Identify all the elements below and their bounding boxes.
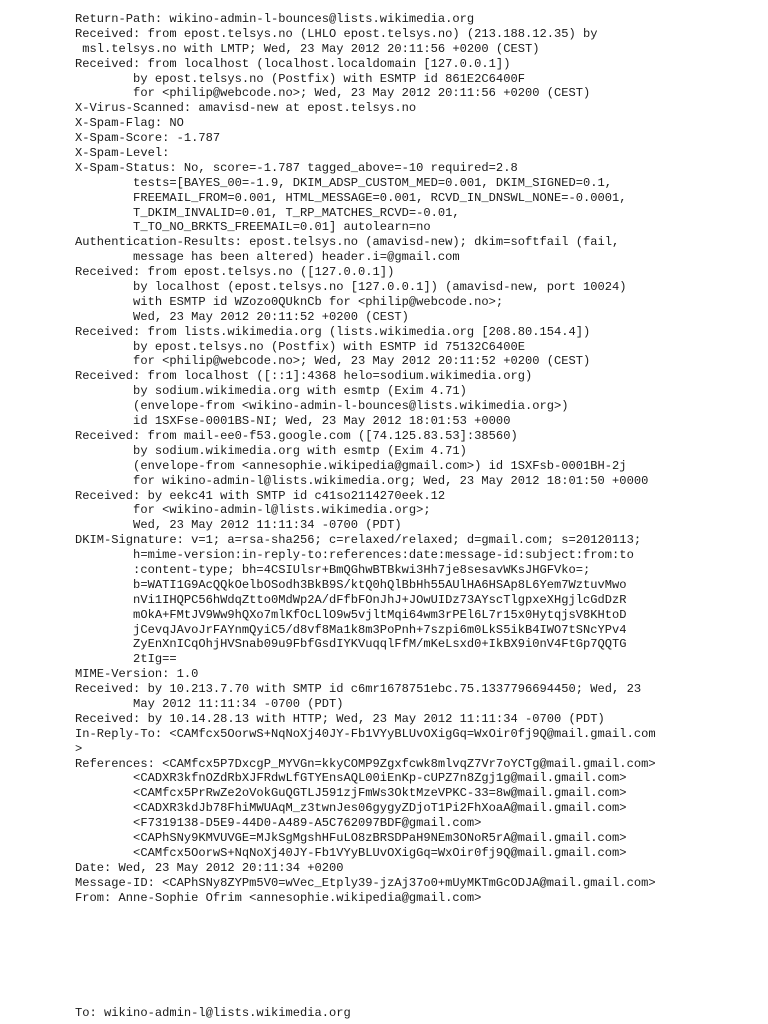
header-line: <CAMfcx5PrRwZe2oVokGuQGTLJ591zjFmWs3OktMzeVPKC-33=8w@mail.gmail.com>	[75, 786, 627, 801]
header-line: by sodium.wikimedia.org with esmtp (Exim 4.71)	[75, 384, 467, 399]
header-line: by epost.telsys.no (Postfix) with ESMTP id 861E2C6400F	[75, 71, 525, 86]
header-line: :content-type; bh=4CSIUlsr+BmQGhwBTBkwi3Hh7je8sesavWKsJHGFVko=;	[75, 562, 591, 577]
email-header-block	[75, 12, 755, 905]
to-header-line: To: wikino-admin-l@lists.wikimedia.org	[75, 1006, 351, 1020]
header-line: id 1SXFse-0001BS-NI; Wed, 23 May 2012 18:01:53 +0000	[75, 414, 511, 429]
header-line: for wikino-admin-l@lists.wikimedia.org; Wed, 23 May 2012 18:01:50 +0000	[75, 473, 649, 488]
header-line: Received: from localhost ([::1]:4368 helo=sodium.wikimedia.org)	[75, 369, 533, 384]
header-line: 2tIg==	[75, 652, 177, 667]
header-line: Received: from epost.telsys.no (LHLO epost.telsys.no) (213.188.12.35) by	[75, 26, 598, 41]
header-line: Message-ID: <CAPhSNy8ZYPm5V0=wVec_Etply39-jzAj37o0+mUyMKTmGcODJA@mail.gmail.com>	[75, 875, 656, 890]
header-line: X-Spam-Score: -1.787	[75, 131, 221, 146]
header-line: Received: by eekc41 with SMTP id c41so2114270eek.12	[75, 488, 446, 503]
header-line: May 2012 11:11:34 -0700 (PDT)	[75, 696, 344, 711]
header-line: X-Spam-Level:	[75, 146, 170, 161]
header-line: jCevqJAvoJrFAYnmQyiC5/d8vf8Ma1k8m3PoPnh+7szpi6m0LkS5ikB4IWO7tSNcYPv4	[75, 622, 627, 637]
header-line: Return-Path: wikino-admin-l-bounces@lists.wikimedia.org	[75, 12, 475, 26]
header-line: <CAPhSNy9KMVUVGE=MJkSgMgshHFuLO8zBRSDPaH9NEm3ONoR5rA@mail.gmail.com>	[75, 830, 627, 845]
header-line: <CADXR3kdJb78FhiMWUAqM_z3twnJes06gygyZDjoT1Pi2FhXoaA@mail.gmail.com>	[75, 801, 627, 816]
header-line: msl.telsys.no with LMTP; Wed, 23 May 2012 20:11:56 +0200 (CEST)	[75, 41, 540, 56]
header-line: MIME-Version: 1.0	[75, 667, 199, 682]
header-line: Received: from mail-ee0-f53.google.com ([74.125.83.53]:38560)	[75, 428, 518, 443]
header-line: h=mime-version:in-reply-to:references:date:message-id:subject:from:to	[75, 548, 634, 563]
header-line: FREEMAIL_FROM=0.001, HTML_MESSAGE=0.001, RCVD_IN_DNSWL_NONE=-0.0001,	[75, 190, 627, 205]
header-line: ZyEnXnICqOhjHVSnab09u9FbfGsdIYKVuqqlFfM/mKeLsxd0+IkBX9i0nV4FtGp7QQTG	[75, 637, 627, 652]
header-line: X-Spam-Status: No, score=-1.787 tagged_above=-10 required=2.8	[75, 160, 518, 175]
header-line: Received: from lists.wikimedia.org (lists.wikimedia.org [208.80.154.4])	[75, 324, 591, 339]
header-line: by epost.telsys.no (Postfix) with ESMTP id 75132C6400E	[75, 339, 525, 354]
header-line: In-Reply-To: <CAMfcx5OorwS+NqNoXj40JY-Fb1VYyBLUvOXigGq=WxOir0fj9Q@mail.gmail.com	[75, 726, 656, 741]
header-line: with ESMTP id WZozo0QUknCb for <philip@webcode.no>;	[75, 294, 504, 309]
header-line: X-Virus-Scanned: amavisd-new at epost.telsys.no	[75, 101, 417, 116]
header-line: Date: Wed, 23 May 2012 20:11:34 +0200	[75, 860, 344, 875]
header-line: DKIM-Signature: v=1; a=rsa-sha256; c=relaxed/relaxed; d=gmail.com; s=20120113;	[75, 533, 642, 548]
header-line: for <philip@webcode.no>; Wed, 23 May 2012 20:11:52 +0200 (CEST)	[75, 354, 591, 369]
header-line: b=WATI1G9AcQQkOelbOSodh3BkB9S/ktQ0hQlBbHh55AUlHA6HSAp8L6Yem7WztuvMwo	[75, 577, 627, 592]
header-line: Authentication-Results: epost.telsys.no (amavisd-new); dkim=softfail (fail,	[75, 235, 620, 250]
header-line: Wed, 23 May 2012 20:11:52 +0200 (CEST)	[75, 309, 409, 324]
header-line: T_TO_NO_BRKTS_FREEMAIL=0.01] autolearn=no	[75, 220, 431, 235]
header-line: by sodium.wikimedia.org with esmtp (Exim 4.71)	[75, 443, 467, 458]
header-line: References: <CAMfcx5P7DxcgP_MYVGn=kkyCOMP9Zgxfcwk8mlvqZ7Vr7oYCTg@mail.gmail.com>	[75, 756, 656, 771]
header-line: Received: from localhost (localhost.localdomain [127.0.0.1])	[75, 56, 511, 71]
header-line: >	[75, 741, 83, 756]
header-line: nVi1IHQPC56hWdqZtto0MdWp2A/dFfbFOnJhJ+JOwUIDz73AYscTlgpxeXHgjlcGdDzR	[75, 592, 627, 607]
header-line: for <philip@webcode.no>; Wed, 23 May 2012 20:11:56 +0200 (CEST)	[75, 86, 591, 101]
header-line: mOkA+FMtJV9Ww9hQXo7mlKfOcLlO9w5vjltMqi64wm3rPEl6L7r15x0HytqjsV8KHtoD	[75, 607, 627, 622]
header-line: (envelope-from <wikino-admin-l-bounces@lists.wikimedia.org>)	[75, 399, 569, 414]
header-line: <CADXR3kfnOZdRbXJFRdwLfGTYEnsAQL00iEnKp-cUPZ7n8Zgj1g@mail.gmail.com>	[75, 771, 627, 786]
header-line: From: Anne-Sophie Ofrim <annesophie.wikipedia@gmail.com>	[75, 890, 482, 905]
header-line: tests=[BAYES_00=-1.9, DKIM_ADSP_CUSTOM_MED=0.001, DKIM_SIGNED=0.1,	[75, 175, 613, 190]
header-line: (envelope-from <annesophie.wikipedia@gmail.com>) id 1SXFsb-0001BH-2j	[75, 458, 627, 473]
header-line: T_DKIM_INVALID=0.01, T_RP_MATCHES_RCVD=-0.01,	[75, 205, 460, 220]
header-line: Received: by 10.14.28.13 with HTTP; Wed, 23 May 2012 11:11:34 -0700 (PDT)	[75, 711, 605, 726]
header-line: <CAMfcx5OorwS+NqNoXj40JY-Fb1VYyBLUvOXigGq=WxOir0fj9Q@mail.gmail.com>	[75, 845, 627, 860]
header-line: Received: from epost.telsys.no ([127.0.0.1])	[75, 265, 395, 280]
header-line: for <wikino-admin-l@lists.wikimedia.org>;	[75, 503, 431, 518]
header-line: X-Spam-Flag: NO	[75, 116, 184, 131]
header-line: message has been altered) header.i=@gmail.com	[75, 250, 460, 265]
header-line: Received: by 10.213.7.70 with SMTP id c6mr1678751ebc.75.1337796694450; Wed, 23	[75, 682, 642, 697]
header-line: <F7319138-D5E9-44D0-A489-A5C762097BDF@gmail.com>	[75, 816, 482, 831]
header-line: Wed, 23 May 2012 11:11:34 -0700 (PDT)	[75, 518, 402, 533]
header-line: by localhost (epost.telsys.no [127.0.0.1]) (amavisd-new, port 10024)	[75, 280, 627, 295]
